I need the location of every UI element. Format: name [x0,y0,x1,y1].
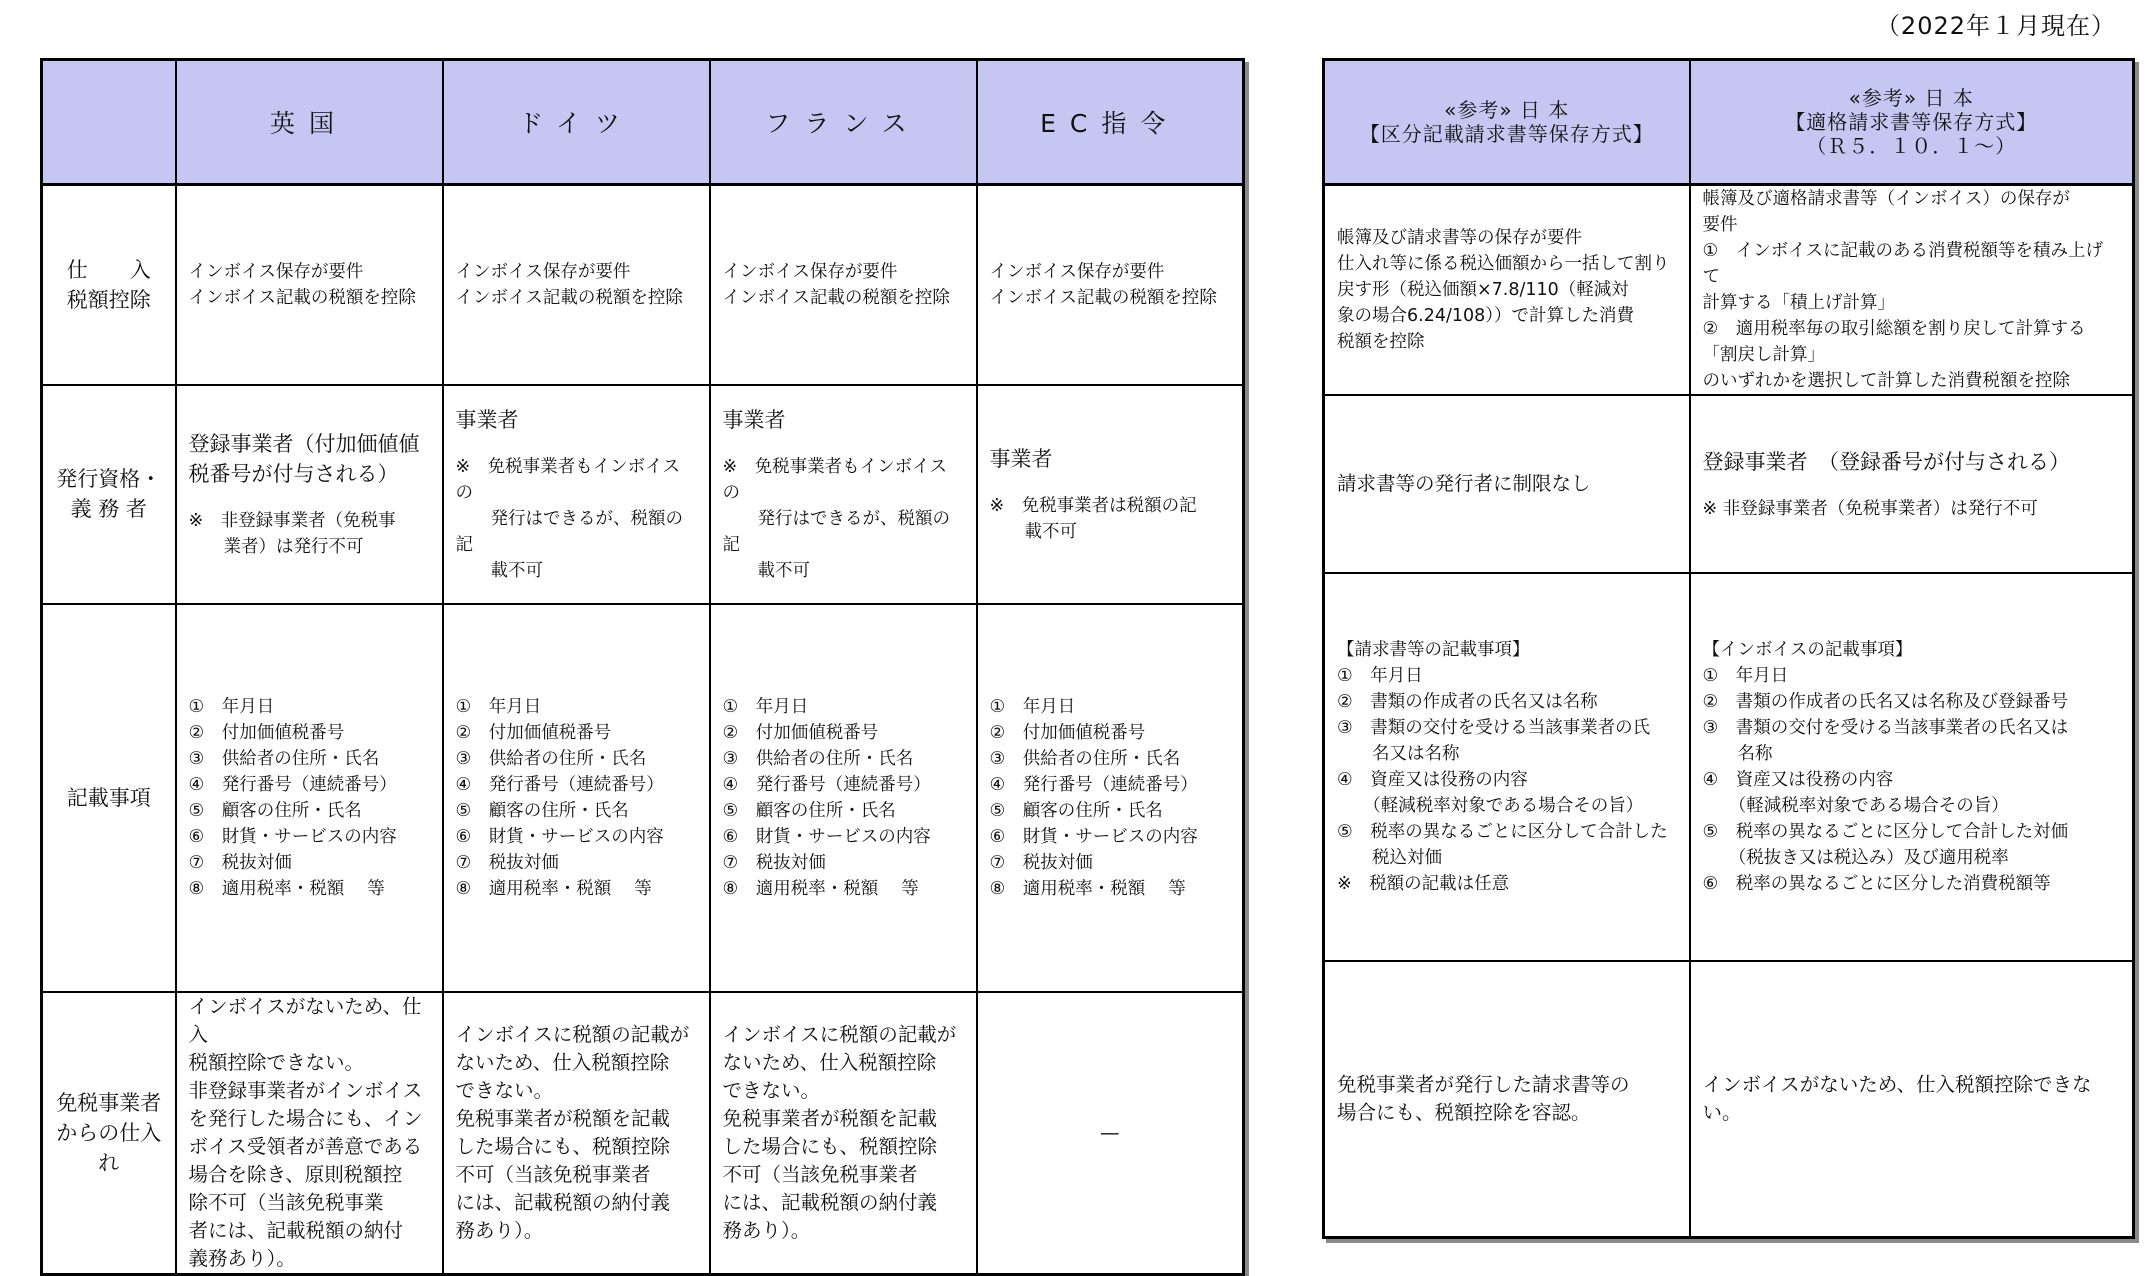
cell-uk-issuer [176,385,443,604]
cell-germany-credit: インボイス保存が要件 インボイス記載の税額を控除 [443,185,710,385]
cell-france-items: ① 年月日 ② 付加価値税番号 ③ 供給者の住所・氏名 ④ 発行番号（連続番号） ⑤ 顧客の住所・氏名 ⑥ 財貨・サービスの内容 ⑦ 税抜対価 ⑧ 適用税率・税額 等 [710,604,977,992]
cell-japan-invoice-issuer-note: ※ 非登録事業者（免税事業者）は発行不可 [1702,498,2038,519]
cell-japan-invoice-credit: 帳簿及び適格請求書等（インボイス）の保存が 要件 ① インボイスに記載のある消費税額等を積み上げて 計算する「積上げ計算」 ② 適用税率毎の取引総額を割り戻して計算する 「割戻し計算」 のいずれかを選択して計算した消費税額を控除 [1690,185,2134,396]
cell-ec-issuer [977,385,1244,604]
ref-row-exempt-purchases [1324,961,2134,1237]
cell-japan-invoice-exempt: インボイスがないため、仕入税額控除できない。 [1690,961,2134,1237]
japan-reference-table [1322,58,2135,1239]
cell-uk-credit: インボイス保存が要件 インボイス記載の税額を控除 [176,185,443,385]
row-label-issuer: 発行資格・ 義 務 者 [42,385,176,604]
header-germany: ドイツ [443,60,710,185]
as-of-date: （2022年１月現在） [1875,12,2116,40]
row-input-tax-credit [42,185,1244,385]
header-japan-invoice: «参考» 日 本 【適格請求書等保存方式】 （Ｒ５．１０．１～） [1690,60,2134,185]
cell-uk-exempt: インボイスがないため、仕入 税額控除できない。 非登録事業者がインボイス を発行した場合にも、イン ボイス受領者が善意である 場合を除き、原則税額控 除不可（当該免税事業 者には、記載税額の納付 義務あり）。 [176,992,443,1275]
header-ec-directive: EC指令 [977,60,1244,185]
ref-header-row [1324,60,2134,185]
row-required-items [42,604,1244,992]
cell-japan-current-items: 【請求書等の記載事項】 ① 年月日 ② 書類の作成者の氏名又は名称 ③ 書類の交付を受ける当該事業者の氏 名又は名称 ④ 資産又は役務の内容 （軽減税率対象である場合その旨） ⑤ 税率の異なるごとに区分して合計した 税込対価 ※ 税額の記載は任意 [1324,573,1690,961]
cell-japan-current-issuer: 請求書等の発行者に制限なし [1324,395,1690,573]
cell-france-credit: インボイス保存が要件 インボイス記載の税額を控除 [710,185,977,385]
cell-ec-credit: インボイス保存が要件 インボイス記載の税額を控除 [977,185,1244,385]
cell-japan-invoice-items: 【インボイスの記載事項】 ① 年月日 ② 書類の作成者の氏名又は名称及び登録番号 ③ 書類の交付を受ける当該事業者の氏名又は 名称 ④ 資産又は役務の内容 （軽減税率対象である場合その旨） ⑤ 税率の異なるごとに区分して合計した対価 （税抜き又は税込み）及び適用税率 ⑥ 税率の異なるごとに区分した消費税額等 [1690,573,2134,961]
row-issuer [42,385,1244,604]
cell-france-issuer [710,385,977,604]
header-row [42,60,1244,185]
cell-uk-items: ① 年月日 ② 付加価値税番号 ③ 供給者の住所・氏名 ④ 発行番号（連続番号） ⑤ 顧客の住所・氏名 ⑥ 財貨・サービスの内容 ⑦ 税抜対価 ⑧ 適用税率・税額 等 [176,604,443,992]
cell-germany-exempt: インボイスに税額の記載が ないため、仕入税額控除 できない。 免税事業者が税額を記載 した場合にも、税額控除 不可（当該免税事業者 には、記載税額の納付義 務あり）。 [443,992,710,1275]
cell-germany-items: ① 年月日 ② 付加価値税番号 ③ 供給者の住所・氏名 ④ 発行番号（連続番号） ⑤ 顧客の住所・氏名 ⑥ 財貨・サービスの内容 ⑦ 税抜対価 ⑧ 適用税率・税額 等 [443,604,710,992]
cell-ec-exempt: — [977,992,1244,1275]
row-label-exempt-purchases: 免税事業者 からの仕入れ [42,992,176,1275]
header-france: フランス [710,60,977,185]
cell-germany-issuer [443,385,710,604]
ref-row-issuer [1324,395,2134,573]
cell-ec-issuer-head: 事業者 [989,446,1053,471]
cell-france-issuer-head: 事業者 [722,407,786,432]
cell-germany-issuer-head: 事業者 [455,407,519,432]
cell-ec-issuer-note: ※ 免税事業者は税額の記 載不可 [989,495,1197,542]
ref-row-required-items [1324,573,2134,961]
cell-france-issuer-note: ※ 免税事業者もインボイスの 発行はできるが、税額の記 載不可 [722,456,950,581]
cell-japan-invoice-issuer-head: 登録事業者 （登録番号が付与される） [1702,449,2070,474]
header-japan-current: «参考» 日 本 【区分記載請求書等保存方式】 [1324,60,1690,185]
cell-france-exempt: インボイスに税額の記載が ないため、仕入税額控除 できない。 免税事業者が税額を記載 した場合にも、税額控除 不可（当該免税事業者 には、記載税額の納付義 務あり）。 [710,992,977,1275]
cell-uk-issuer-note: ※ 非登録事業者（免税事 業者）は発行不可 [188,510,396,557]
corner-cell [42,60,176,185]
header-uk: 英国 [176,60,443,185]
country-comparison-table [40,58,1245,1276]
cell-ec-items: ① 年月日 ② 付加価値税番号 ③ 供給者の住所・氏名 ④ 発行番号（連続番号） ⑤ 顧客の住所・氏名 ⑥ 財貨・サービスの内容 ⑦ 税抜対価 ⑧ 適用税率・税額 等 [977,604,1244,992]
cell-japan-current-credit: 帳簿及び請求書等の保存が要件 仕入れ等に係る税込価額から一括して割り 戻す形（税込価額×7.8/110（軽減対 象の場合6.24/108））で計算した消費 税額を控除 [1324,185,1690,396]
row-exempt-purchases [42,992,1244,1275]
cell-japan-invoice-issuer [1690,395,2134,573]
cell-japan-current-exempt: 免税事業者が発行した請求書等の 場合にも、税額控除を容認。 [1324,961,1690,1237]
ref-row-input-tax-credit [1324,185,2134,396]
row-label-required-items: 記載事項 [42,604,176,992]
cell-uk-issuer-head: 登録事業者（付加価値値 税番号が付与される） [188,431,420,486]
row-label-input-tax-credit: 仕 入 税額控除 [42,185,176,385]
cell-germany-issuer-note: ※ 免税事業者もインボイスの 発行はできるが、税額の記 載不可 [455,456,683,581]
